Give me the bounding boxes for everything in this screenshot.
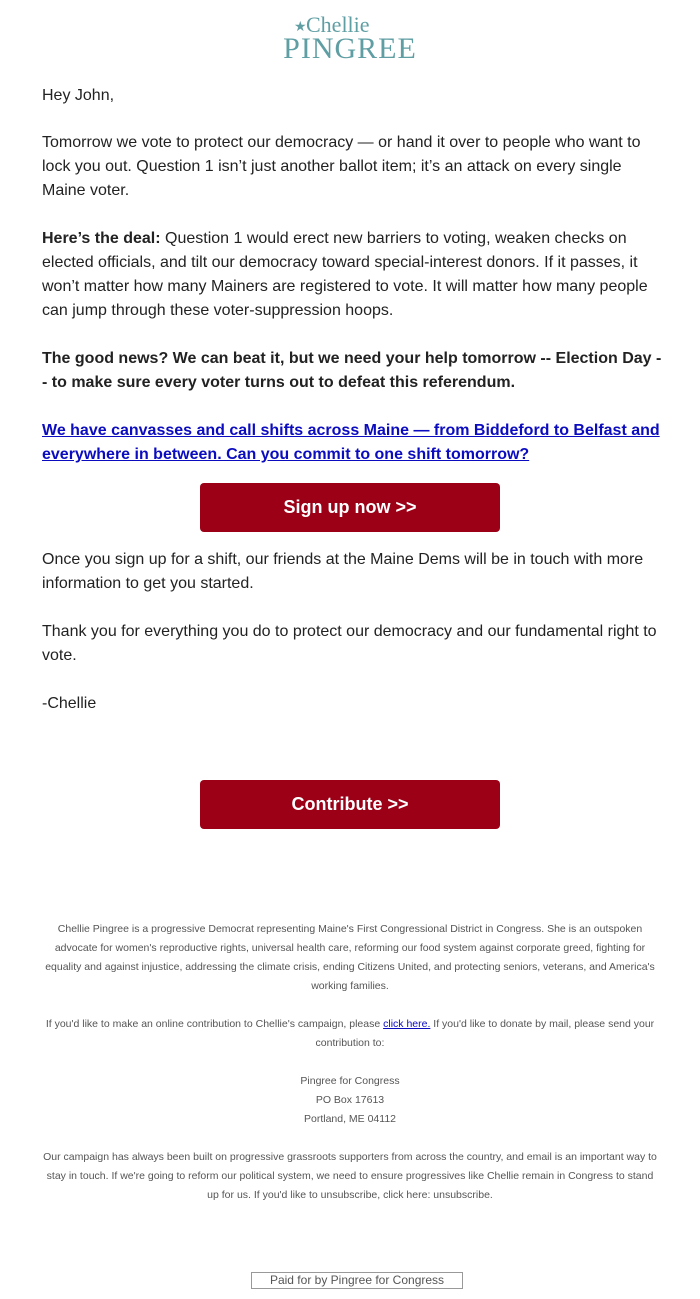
shift-signup-link[interactable]: We have canvasses and call shifts across Maine — from Biddeford to Belfast and everywhere in between. Can you commit to one shift tomorrow? <box>42 422 660 463</box>
intro-paragraph: Tomorrow we vote to protect our democracy — or hand it over to people who want to lock you out. Question 1 isn’t just another ballot item; it’s an attack on every single Maine voter. <box>42 134 641 199</box>
deal-body: Question 1 would erect new barriers to voting, weaken checks on elected officials, and tilt our democracy toward special-interest donors. If it passes, it won’t matter how many Mainers are registered to vote. It will matter how many people can jump through these voter-suppression hoops. <box>42 230 648 319</box>
address-line: Pingree for Congress <box>300 1075 400 1087</box>
sign-up-button[interactable]: Sign up now >> <box>200 483 500 532</box>
footer-contribution-post: If you'd like to donate by mail, please send your contribution to: <box>315 1018 655 1049</box>
deal-paragraph <box>42 227 662 323</box>
address-line: Portland, ME 04112 <box>303 1113 397 1125</box>
paid-for-disclaimer: Paid for by Pingree for Congress <box>251 1272 463 1289</box>
good-news-paragraph: The good news? We can beat it, but we need your help tomorrow -- Election Day -- to make sure every voter turns out to defeat this referendum. <box>42 350 662 391</box>
deal-lead: Here’s the deal: <box>42 230 161 247</box>
footer-bio: Chellie Pingree is a progressive Democrat representing Maine's First Congressional District in Congress. She is an outspoken advocate for women's reproductive rights, universal health care, reforming our food system against corporate greed, fighting for equality and against injustice, addressing the climate crisis, ending Citizens United, and protecting seniors, veterans, and America's working families. <box>45 923 655 992</box>
footer-contribution-pre: If you'd like to make an online contribution to Chellie's campaign, please <box>45 1018 384 1030</box>
contribute-button[interactable]: Contribute >> <box>200 780 500 829</box>
shift-link-paragraph <box>42 419 662 467</box>
logo-star-icon: ★ <box>294 20 307 35</box>
greeting: Hey John, <box>42 87 115 104</box>
logo-first-name: Chellie <box>306 12 370 37</box>
campaign-logo <box>0 10 700 62</box>
footer-address <box>40 1072 660 1129</box>
footer-contribution <box>40 1015 660 1053</box>
signoff: -Chellie <box>42 695 97 712</box>
thanks-paragraph: Thank you for everything you do to protect our democracy and our fundamental right to vote. <box>42 623 657 664</box>
footer-grassroots: Our campaign has always been built on progressive grassroots supporters from across the country, and email is an important way to stay in touch. If we're going to reform our political system, we need to ensure progressives like Chellie remain in Congress to stand up for us. If you'd like to unsubscribe, click here: unsubscribe. <box>43 1151 657 1201</box>
footer-contribution-link[interactable]: click here. <box>383 1018 431 1030</box>
followup-paragraph: Once you sign up for a shift, our friends at the Maine Dems will be in touch with more information to get you started. <box>42 551 644 592</box>
address-line: PO Box 17613 <box>315 1094 385 1106</box>
logo-graphic <box>270 10 430 62</box>
logo-last-name: PINGREE <box>283 32 417 62</box>
